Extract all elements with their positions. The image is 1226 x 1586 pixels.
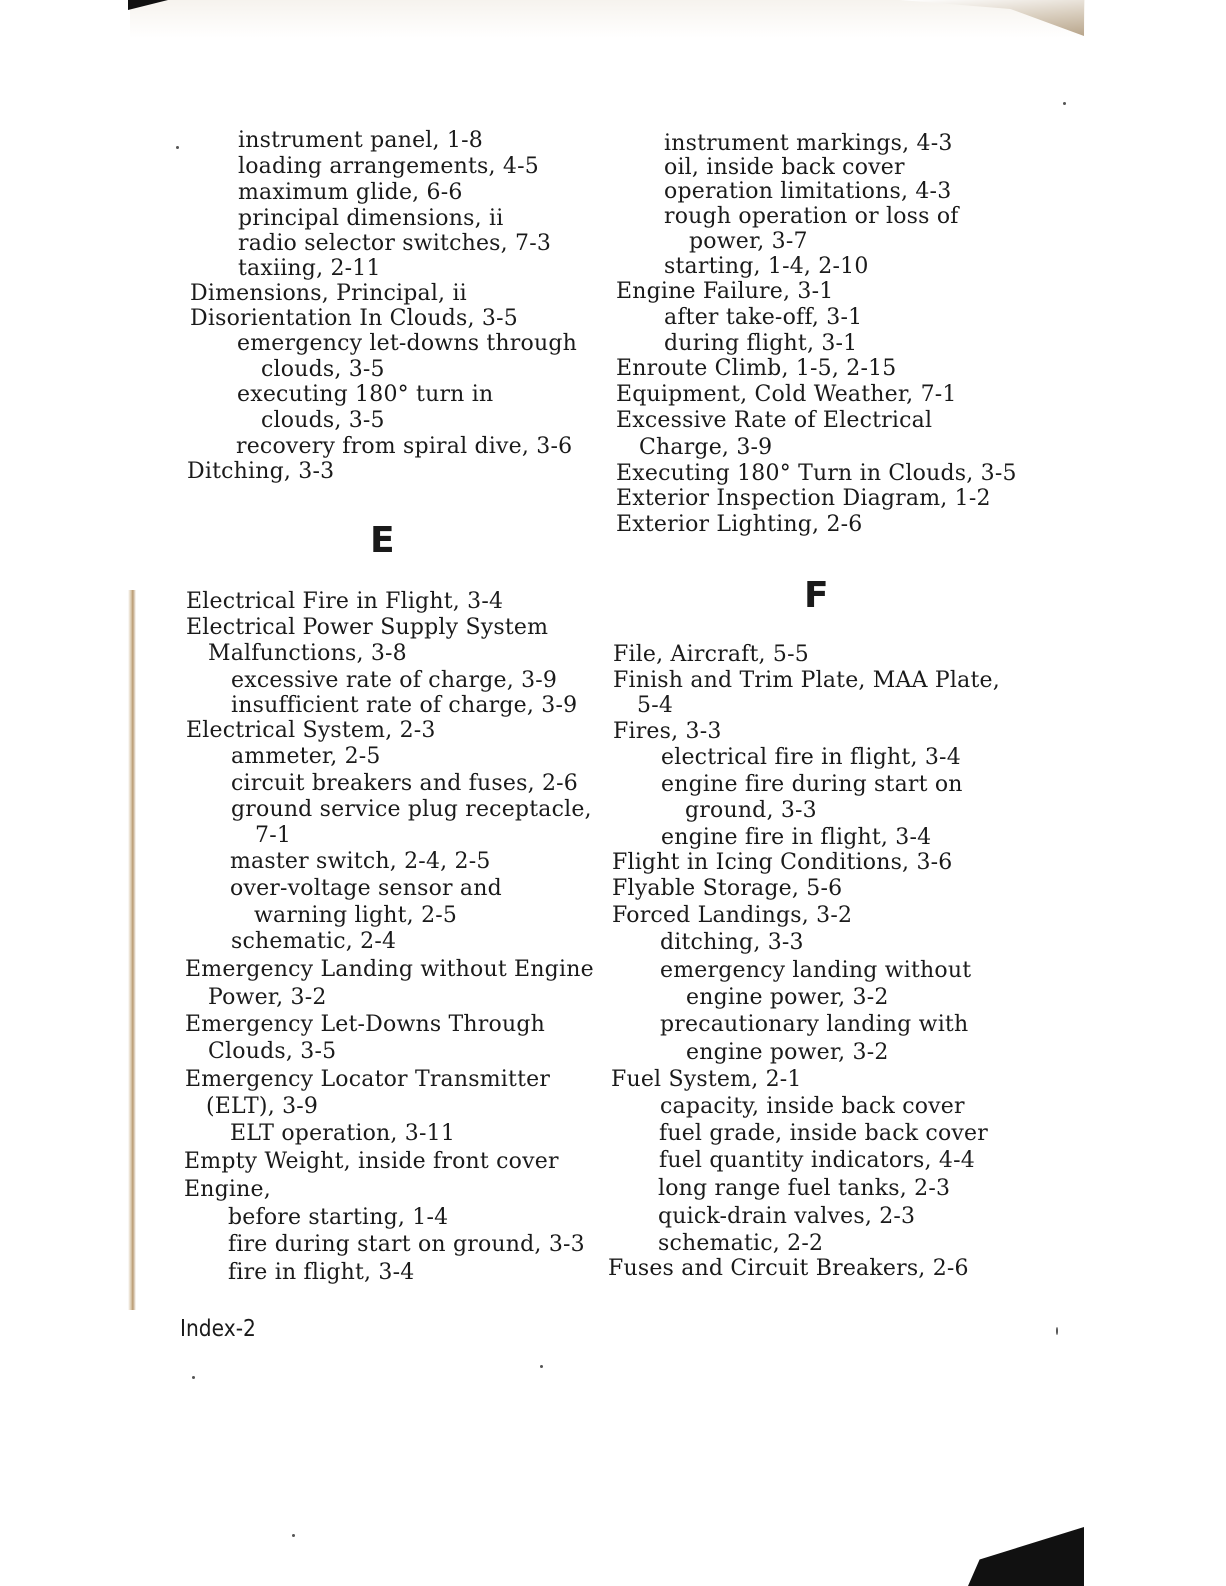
scan-speck	[1056, 1327, 1058, 1335]
index-continuation: power, 3-7	[689, 229, 808, 254]
index-entry: Electrical System, 2-3	[186, 718, 436, 743]
index-subentry: operation limitations, 4-3	[664, 179, 952, 204]
index-subentry: capacity, inside back cover	[660, 1094, 965, 1119]
index-entry: Executing 180° Turn in Clouds, 3-5	[616, 461, 1017, 486]
index-entry: Flyable Storage, 5-6	[612, 876, 843, 901]
index-subentry: emergency let-downs through	[237, 331, 577, 356]
index-entry: Engine Failure, 3-1	[616, 279, 834, 304]
index-continuation: Malfunctions, 3-8	[208, 641, 407, 666]
index-entry: Exterior Lighting, 2-6	[616, 512, 863, 537]
index-subentry: electrical fire in flight, 3-4	[661, 745, 961, 770]
index-subentry: fuel quantity indicators, 4-4	[659, 1148, 975, 1173]
scan-speck	[192, 1376, 195, 1379]
index-subentry: insufficient rate of charge, 3-9	[231, 693, 578, 718]
index-entry: Electrical Fire in Flight, 3-4	[186, 589, 504, 614]
index-subentry: taxiing, 2-11	[238, 256, 381, 281]
index-subentry: fuel grade, inside back cover	[659, 1121, 988, 1146]
page-spine-edge	[128, 590, 136, 1310]
index-continuation: 5-4	[637, 693, 674, 718]
index-entry: Finish and Trim Plate, MAA Plate,	[613, 668, 1000, 693]
index-entry: Electrical Power Supply System	[186, 615, 549, 640]
index-entry: Forced Landings, 3-2	[612, 903, 853, 928]
index-subentry: engine fire in flight, 3-4	[661, 825, 932, 850]
index-continuation: 7-1	[255, 823, 292, 848]
section-letter-e: E	[370, 520, 395, 561]
index-subentry: schematic, 2-4	[231, 929, 397, 954]
index-entry: Fuel System, 2-1	[611, 1067, 802, 1092]
page-number: Index-2	[180, 1316, 256, 1342]
index-subentry: recovery from spiral dive, 3-6	[236, 434, 573, 459]
index-entry: Flight in Icing Conditions, 3-6	[612, 850, 953, 875]
scan-speck	[1063, 102, 1066, 105]
index-subentry: precautionary landing with	[660, 1012, 969, 1037]
index-subentry: maximum glide, 6-6	[238, 180, 463, 205]
index-subentry: oil, inside back cover	[664, 155, 905, 180]
index-entry: Enroute Climb, 1-5, 2-15	[616, 356, 897, 381]
index-subentry: after take-off, 3-1	[664, 305, 863, 330]
index-entry: Disorientation In Clouds, 3-5	[190, 306, 518, 331]
index-entry: Dimensions, Principal, ii	[190, 281, 467, 306]
scan-speck	[540, 1365, 543, 1368]
index-subentry: executing 180° turn in	[237, 382, 494, 407]
index-entry: Exterior Inspection Diagram, 1-2	[616, 486, 991, 511]
index-subentry: circuit breakers and fuses, 2-6	[231, 771, 579, 796]
index-entry: Equipment, Cold Weather, 7-1	[616, 382, 957, 407]
index-continuation: engine power, 3-2	[686, 985, 889, 1010]
index-subentry: starting, 1-4, 2-10	[664, 254, 869, 279]
index-subentry: engine fire during start on	[661, 772, 963, 797]
index-entry: Ditching, 3-3	[187, 459, 335, 484]
scan-speck	[176, 146, 179, 149]
index-entry: Emergency Let-Downs Through	[185, 1012, 545, 1037]
scan-corner-bottom-right	[968, 1527, 1084, 1586]
index-subentry: ditching, 3-3	[660, 930, 804, 955]
index-entry: Fires, 3-3	[613, 719, 722, 744]
index-entry: Engine,	[184, 1177, 271, 1202]
index-subentry: long range fuel tanks, 2-3	[658, 1176, 951, 1201]
index-subentry: radio selector switches, 7-3	[238, 231, 552, 256]
index-subentry: ground service plug receptacle,	[231, 797, 592, 822]
index-subentry: fire in flight, 3-4	[228, 1260, 415, 1285]
index-continuation: ground, 3-3	[685, 798, 817, 823]
index-subentry: during flight, 3-1	[664, 331, 858, 356]
index-continuation: Clouds, 3-5	[208, 1039, 337, 1064]
index-subentry: quick-drain valves, 2-3	[658, 1204, 916, 1229]
index-continuation: (ELT), 3-9	[206, 1094, 319, 1119]
index-continuation: Power, 3-2	[208, 985, 327, 1010]
index-continuation: clouds, 3-5	[261, 357, 385, 382]
index-subentry: principal dimensions, ii	[238, 206, 504, 231]
index-entry: Excessive Rate of Electrical	[616, 408, 933, 433]
section-letter-f: F	[804, 575, 829, 616]
index-continuation: Charge, 3-9	[639, 435, 773, 460]
scan-shadow-top	[130, 0, 1085, 38]
index-entry: Empty Weight, inside front cover	[184, 1149, 559, 1174]
index-subentry: ELT operation, 3-11	[230, 1121, 456, 1146]
index-entry: File, Aircraft, 5-5	[613, 642, 809, 667]
index-entry: Emergency Locator Transmitter	[185, 1067, 551, 1092]
scan-speck	[292, 1534, 295, 1537]
index-continuation: clouds, 3-5	[261, 408, 385, 433]
index-subentry: instrument panel, 1-8	[238, 128, 483, 153]
index-continuation: engine power, 3-2	[686, 1040, 889, 1065]
index-subentry: ammeter, 2-5	[231, 744, 381, 769]
index-subentry: emergency landing without	[660, 958, 972, 983]
index-subentry: instrument markings, 4-3	[664, 131, 953, 156]
index-subentry: over-voltage sensor and	[230, 876, 502, 901]
index-entry: Fuses and Circuit Breakers, 2-6	[608, 1256, 969, 1281]
index-subentry: fire during start on ground, 3-3	[228, 1232, 585, 1257]
index-subentry: rough operation or loss of	[664, 204, 959, 229]
index-subentry: loading arrangements, 4-5	[238, 154, 539, 179]
scan-corner-top-left	[128, 0, 168, 10]
index-subentry: schematic, 2-2	[658, 1231, 824, 1256]
index-entry: Emergency Landing without Engine	[185, 957, 594, 982]
index-subentry: master switch, 2-4, 2-5	[230, 849, 491, 874]
index-continuation: warning light, 2-5	[254, 903, 458, 928]
index-subentry: before starting, 1-4	[228, 1205, 449, 1230]
index-subentry: excessive rate of charge, 3-9	[231, 668, 558, 693]
